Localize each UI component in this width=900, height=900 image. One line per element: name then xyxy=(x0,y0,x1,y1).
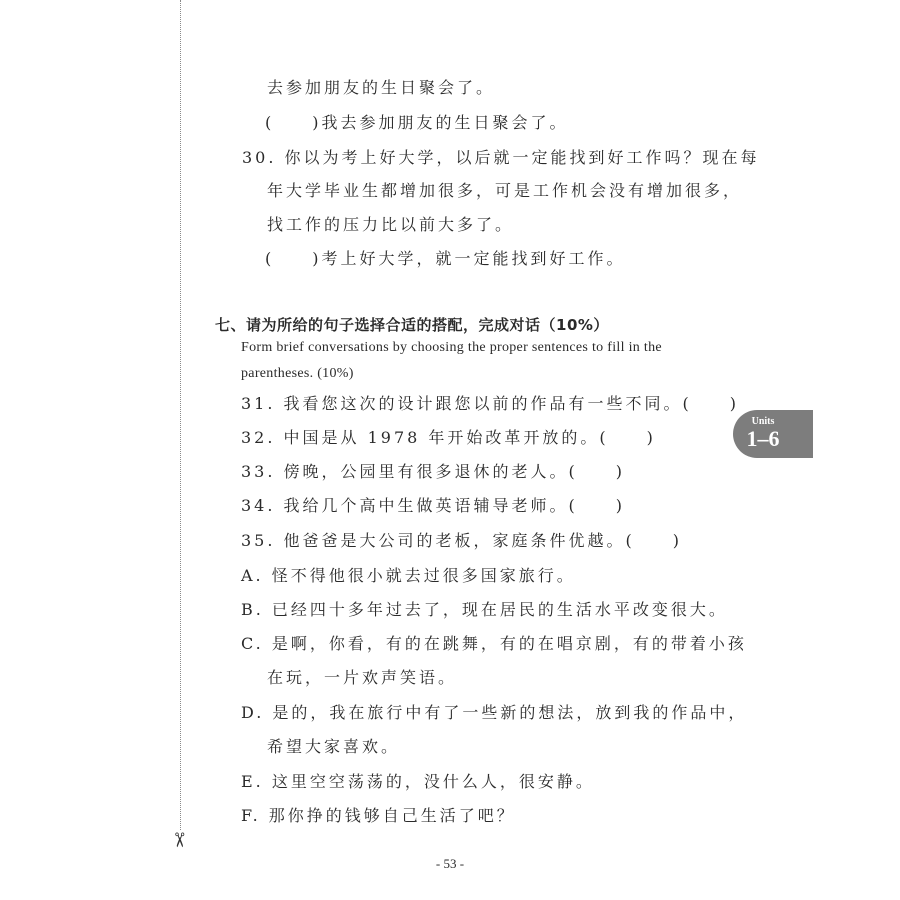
question-32: 32. 中国是从 1978 年开始改革开放的。( ) xyxy=(241,428,656,447)
scissors-icon: ✂ xyxy=(167,831,192,849)
units-tab-label: Units xyxy=(751,416,775,427)
section-heading: 七、请为所给的句子选择合适的搭配，完成对话（10%） xyxy=(215,316,609,334)
option-b: B. 已经四十多年过去了，现在居民的生活水平改变很大。 xyxy=(241,600,728,619)
option-d-line-2: 希望大家喜欢。 xyxy=(267,737,401,756)
text-line: 去参加朋友的生日聚会了。 xyxy=(267,78,496,97)
question-30-line-1: 30. 你以为考上好大学，以后就一定能找到好工作吗？现在每 xyxy=(242,148,760,167)
question-34: 34. 我给几个高中生做英语辅导老师。( ) xyxy=(241,496,626,515)
option-c-line-1: C. 是啊，你看，有的在跳舞，有的在唱京剧，有的带着小孩 xyxy=(241,634,747,653)
option-c-line-2: 在玩，一片欢声笑语。 xyxy=(267,668,458,687)
units-tab xyxy=(733,410,813,458)
section-instructions-line-2: parentheses. (10%) xyxy=(241,366,354,381)
question-31: 31. 我看您这次的设计跟您以前的作品有一些不同。( ) xyxy=(241,394,740,413)
question-30-line-3: 找工作的压力比以前大多了。 xyxy=(267,215,515,234)
cut-line xyxy=(180,0,181,830)
option-f: F. 那你挣的钱够自己生活了吧？ xyxy=(241,806,516,825)
page-number: - 53 - xyxy=(435,856,465,871)
answer-line: ( )我去参加朋友的生日聚会了。 xyxy=(265,113,569,132)
question-33: 33. 傍晚，公园里有很多退休的老人。( ) xyxy=(241,462,626,481)
option-e: E. 这里空空荡荡的，没什么人，很安静。 xyxy=(241,772,595,791)
question-35: 35. 他爸爸是大公司的老板，家庭条件优越。( ) xyxy=(241,531,683,550)
option-d-line-1: D. 是的，我在旅行中有了一些新的想法，放到我的作品中， xyxy=(241,703,748,722)
question-30-answer: ( )考上好大学，就一定能找到好工作。 xyxy=(265,249,626,268)
section-instructions-line-1: Form brief conversations by choosing the proper sentences to fill in the xyxy=(241,340,662,355)
option-a: A. 怪不得他很小就去过很多国家旅行。 xyxy=(241,566,576,585)
units-tab-range: 1–6 xyxy=(746,426,780,451)
question-30-line-2: 年大学毕业生都增加很多，可是工作机会没有增加很多， xyxy=(267,181,743,200)
